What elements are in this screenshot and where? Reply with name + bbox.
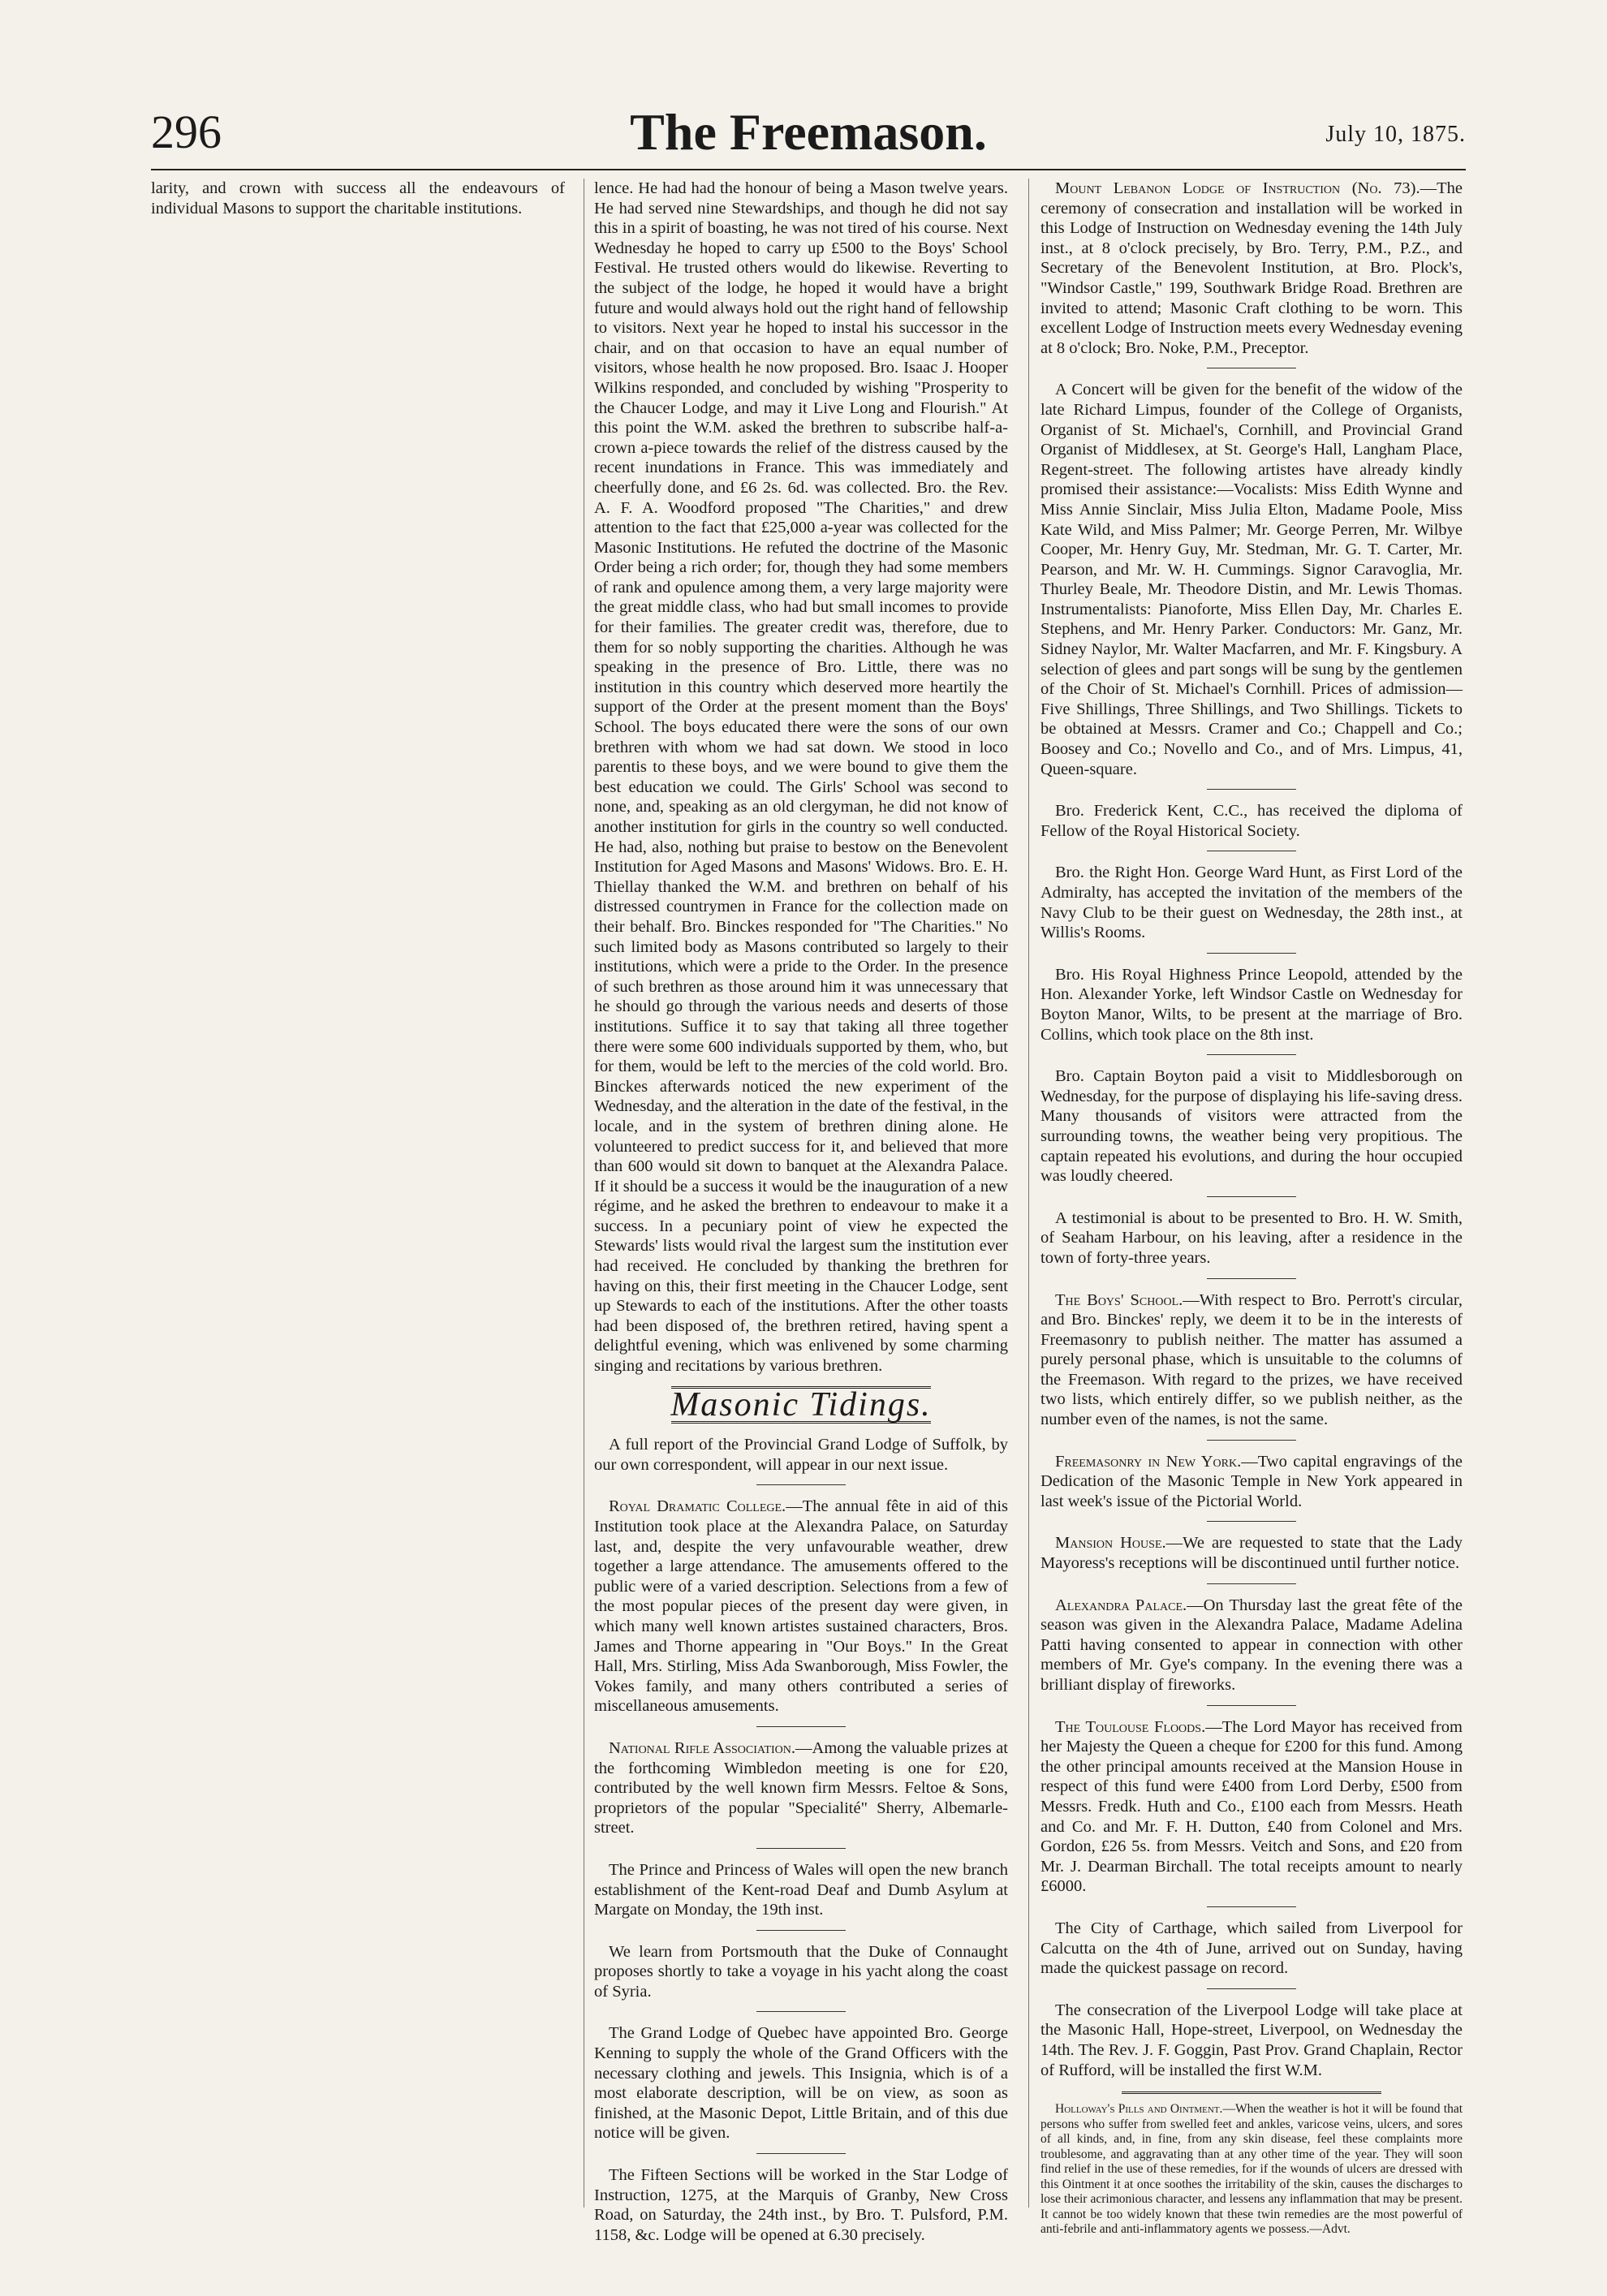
news-item bbox=[594, 1738, 1008, 1838]
news-item bbox=[1040, 1596, 1463, 1695]
news-item-lead: Royal Dramatic College. bbox=[609, 1497, 786, 1516]
item-separator bbox=[1207, 1906, 1296, 1907]
masthead bbox=[151, 104, 1466, 161]
section-header bbox=[594, 1386, 1008, 1424]
news-item-text: —Among the valuable prizes at the forthcoming Wimbledon meeting is one for £20, contributed by the well known firm Messrs. Feltoe & Sons, proprietors of the popular "Specialité" Sherry, Albemarle-street. bbox=[594, 1738, 1008, 1837]
item-separator bbox=[1207, 1521, 1296, 1522]
news-item bbox=[1040, 965, 1463, 1045]
news-item bbox=[594, 1497, 1008, 1717]
item-separator bbox=[1207, 1196, 1296, 1197]
article-paragraph: larity, and crown with success all the endeavours of individual Masons to support the charitable institutions. bbox=[151, 179, 565, 218]
news-item bbox=[594, 1860, 1008, 1920]
news-item-text: The consecration of the Liverpool Lodge will take place at the Masonic Hall, Hope-street, Liverpool, on Wednesday the 14th. The Rev. J. F. Goggin, Past Prov. Grand Chaplain, Rector of Rufford, will be installed the first W.M. bbox=[1040, 2001, 1463, 2079]
item-separator bbox=[1207, 1054, 1296, 1055]
section-title: Masonic Tidings. bbox=[670, 1385, 932, 1424]
column-1 bbox=[151, 179, 565, 228]
news-item-text: Bro. Frederick Kent, C.C., has received the diploma of Fellow of the Royal Historical Society. bbox=[1040, 802, 1463, 840]
news-item bbox=[1040, 1452, 1463, 1512]
advertisement bbox=[1040, 2102, 1463, 2238]
news-item-text: A testimonial is about to be presented to Bro. H. W. Smith, of Seaham Harbour, on his leaving, after a residence in the town of forty-three years. bbox=[1040, 1208, 1463, 1267]
item-separator bbox=[1207, 1440, 1296, 1441]
news-item-text: —We are requested to state that the Lady Mayoress's receptions will be discontinued until further notice. bbox=[1040, 1534, 1463, 1573]
news-item-lead: National Rifle Association. bbox=[609, 1738, 796, 1757]
news-item bbox=[1040, 1533, 1463, 1573]
news-item bbox=[1040, 1919, 1463, 1979]
news-item-text: —On Thursday last the great fête of the season was given in the Alexandra Palace, Madame Adelina Patti having consented to appear in connection with other members of Mr. Gye's company. In the evening there was a brilliant display of fireworks. bbox=[1040, 1596, 1463, 1694]
news-item bbox=[1040, 179, 1463, 358]
news-item-text: Bro. the Right Hon. George Ward Hunt, as First Lord of the Admiralty, has accepted the invitation of the members of the Navy Club to be their guest on Wednesday, the 28th inst., at Willis's Rooms. bbox=[1040, 864, 1463, 942]
item-separator bbox=[756, 1930, 846, 1931]
item-separator bbox=[1207, 1988, 1296, 1989]
item-separator bbox=[1207, 1705, 1296, 1706]
item-separator bbox=[756, 1726, 846, 1727]
news-item bbox=[1040, 380, 1463, 779]
news-item bbox=[594, 1942, 1008, 2002]
item-separator bbox=[756, 1484, 846, 1485]
news-item-lead: The Boys' School. bbox=[1055, 1290, 1183, 1309]
news-item-text: A full report of the Provincial Grand Lodge of Suffolk, by our own correspondent, will appear in our next issue. bbox=[594, 1436, 1008, 1474]
item-separator bbox=[756, 2153, 846, 2154]
news-item bbox=[1040, 801, 1463, 841]
item-separator bbox=[1207, 1583, 1296, 1584]
news-item-text: A Concert will be given for the benefit of the widow of the late Richard Limpus, founder of the College of Organists, Organist of St. Michael's, Cornhill, and Provincial Grand Organist of Middlesex, at St. George's Hall, Langham Place, Regent-street. The following artistes have already kindly promised their assistance:—Vocalists: Miss Edith Wynne and Miss Annie Sinclair, Miss Julia Elton, Madame Poole, Miss Kate Wild, and Miss Palmer; Mr. George Perren, Mr. Wilbye Cooper, Mr. Henry Guy, Mr. Stedman, Mr. G. T. Carter, Mr. Pearson, and Mr. W. H. Cummings. Signor Caravoglia, Mr. Thurley Beale, Mr. Theodore Distin, and Mr. Lewis Thomas. Instrumentalists: Pianoforte, Miss Ellen Day, Mr. Charles E. Stephens, and Mr. Henry Parker. Conductors: Mr. Ganz, Mr. Sidney Naylor, Mr. Walter Macfarren, and Mr. F. Kingsbury. A selection of glees and part songs will be sung by the gentlemen of the Choir of St. Michael's Cornhill. Prices of admission—Five Shillings, Three Shillings, and Two Shillings. Tickets to be obtained at Messrs. Cramer and Co.; Chappell and Co.; Boosey and Co.; Novello and Co., and of Mrs. Limpus, 41, Queen-square. bbox=[1040, 381, 1463, 778]
news-item bbox=[1040, 863, 1463, 942]
news-item-text: Bro. His Royal Highness Prince Leopold, attended by the Hon. Alexander Yorke, left Windsor Castle on Wednesday for Boyton Manor, Wilts, to be present at the marriage of Bro. Collins, which took place on the 8th inst. bbox=[1040, 965, 1463, 1044]
advert-rule bbox=[1122, 2091, 1381, 2094]
news-item-lead: Freemasonry in New York. bbox=[1055, 1452, 1242, 1471]
news-item bbox=[594, 2165, 1008, 2245]
news-item-lead: Mount Lebanon Lodge of Instruction (No. 73). bbox=[1055, 179, 1420, 197]
item-separator bbox=[1207, 789, 1296, 790]
news-item bbox=[1040, 1066, 1463, 1187]
news-item-text: —The annual fête in aid of this Institution took place at the Alexandra Palace, on Saturday last, and, despite the very unfavourable weather, drew together a large attendance. The amusements offered to the public were of a varied description. Selections from a few of the most popular pieces of the present day were given, in which many well known artistes sustained characters, Bros. James and Thorne appearing in "Our Boys." In the Great Hall, Mrs. Stirling, Miss Ada Swanborough, Miss Fowler, the Vokes family, and many others contributed a series of miscellaneous amusements. bbox=[594, 1497, 1009, 1716]
news-item-text: The Prince and Princess of Wales will open the new branch establishment of the Kent-road Deaf and Dumb Asylum at Margate on Monday, the 19th inst. bbox=[594, 1860, 1008, 1919]
news-item bbox=[594, 1435, 1008, 1475]
news-items bbox=[1040, 179, 1463, 2080]
news-item-text: The Grand Lodge of Quebec have appointed Bro. George Kenning to supply the whole of the Grand Officers with the necessary clothing and jewels. This Insignia, which is of a most elaborate description, will be on view, as soon as finished, at the Masonic Depot, Little Britain, and of this due notice will be given. bbox=[594, 2024, 1008, 2143]
news-item-lead: The Toulouse Floods. bbox=[1055, 1717, 1206, 1736]
item-separator bbox=[1207, 1278, 1296, 1279]
news-item-lead: Mansion House. bbox=[1055, 1534, 1166, 1553]
article-paragraph: lence. He had had the honour of being a Mason twelve years. He had served nine Stewardships, and though he did not say this in a spirit of boasting, he was not tired of his course. Next Wednesday he hoped to carry up £500 to the Boys' School Festival. He trusted others would do likewise. Reverting to the subject of the lodge, he hoped it would have a bright future and would always hold out the right hand of fellowship to visitors. Next year he hoped to instal his successor in the chair, and on that occasion to have an equal number of visitors, whose health he now proposed. Bro. Isaac J. Hooper Wilkins responded, and concluded by wishing "Prosperity to the Chaucer Lodge, and may it Live Long and Flourish." At this point the W.M. asked the brethren to subscribe half-a-crown a-piece towards the relief of the distress caused by the recent inundations in France. This was immediately and cheerfully done, and £6 2s. 6d. was collected. Bro. the Rev. A. F. A. Woodford proposed "The Charities," and drew attention to the fact that £25,000 a-year was collected for the Masonic Institutions. He refuted the doctrine of the Masonic Order being a rich order; for, though they had some members of rank and opulence among them, a very large majority were the great middle class, who had but small incomes to provide for their families. The greater credit was, therefore, due to them for so nobly supporting the charities. Although he was speaking in the presence of Bro. Little, there was no institution in this country which deserved more heartily the support of the Order at the present moment than the Boys' School. The boys educated there were the sons of our own brethren with whom we had sat down. We stood in loco parentis to these boys, and we were bound to give them the best education we could. The Girls' School was second to none, and, speaking as an old clergyman, he did not know of another institution for girls in the country so well conducted. He had, also, nothing but praise to bestow on the Benevolent Institution for Aged Masons and Masons' Widows. Bro. E. H. Thiellay thanked the W.M. and brethren on behalf of his distressed countrymen in France for the collection made on their behalf. Bro. Binckes responded for "The Charities." No such limited body as Masons contributed so largely to their institutions, which were a pride to the Order. In the presence of such brethren as those around him it was unnecessary that he should go through the various needs and deserts of those institutions. Suffice it to say that taking all three together there were some 600 individuals supported by them, who, but for them, would be left to the mercies of the cold world. Bro. Binckes afterwards noticed the new experiment of the Wednesday, and the alteration in the date of the festival, in the locale, and in the system of brethren dining alone. He volunteered to predict success for it, and believed that more than 600 would sit down to banquet at the Alexandra Palace. If it should be a success it would be the inauguration of a new régime, and he asked the brethren to endeavour to make it a success. In a pecuniary point of view he expected the Stewards' lists would rival the largest sum the institution ever had received. He concluded by thanking the brethren for having on this, their first meeting in the Chaucer Lodge, sent up Stewards to each of the institutions. After the other toasts had been disposed of, the brethren retired, having spent a delightful evening, which was enlivened by some charming singing and recitations by various brethren. bbox=[594, 179, 1008, 1376]
news-item-text: We learn from Portsmouth that the Duke of Connaught proposes shortly to take a voyage in his yacht along the coast of Syria. bbox=[594, 1942, 1008, 2001]
masthead-rule bbox=[151, 169, 1466, 170]
news-item-text: The City of Carthage, which sailed from Liverpool for Calcutta on the 4th of June, arrived out on Sunday, having made the quickest passage on record. bbox=[1040, 1919, 1463, 1978]
news-item bbox=[1040, 1290, 1463, 1430]
advert-text: —When the weather is hot it will be found that persons who suffer from swelled feet and ankles, varicose veins, ulcers, and sores of all kinds, and, in fine, from any skin disease, feel these complaints more troublesome, and aggravating than at any other time of the year. They will soon find relief in the use of these remedies, for if the wounds of ulcers are dressed with this Ointment it at once soothes the irritability of the skin, causes the discharges to lose their acrimonious character, and lessens any inflammation that may be present. It cannot be too widely known that these twin remedies are the most powerful of anti-febrile and anti-inflammatory agents we possess.—Advt. bbox=[1040, 2102, 1463, 2237]
news-item-text: —The ceremony of consecration and installation will be worked in this Lodge of Instruction on Wednesday evening the 14th July inst., at 8 o'clock precisely, by Bro. Terry, P.M., P.Z., and Secretary of the Benevolent Institution, at Bro. Plock's, "Windsor Castle," 199, Southwark Bridge Road. Brethren are invited to attend; Masonic Craft clothing to be worn. This excellent Lodge of Instruction meets every Wednesday evening at 8 o'clock; Bro. Noke, P.M., Preceptor. bbox=[1040, 179, 1463, 357]
newspaper-title: The Freemason. bbox=[630, 103, 987, 161]
news-item-text: —Two capital engravings of the Dedication of the Masonic Temple in New York appeared in last week's issue of the Pictorial World. bbox=[1040, 1452, 1463, 1510]
news-item bbox=[594, 2023, 1008, 2143]
news-item bbox=[1040, 1717, 1463, 1897]
news-item bbox=[1040, 1208, 1463, 1269]
advert-lead: Holloway's Pills and Ointment. bbox=[1055, 2102, 1223, 2117]
news-item bbox=[1040, 2001, 1463, 2080]
column-divider bbox=[1028, 179, 1029, 2208]
item-separator bbox=[756, 1848, 846, 1849]
news-item-text: —With respect to Bro. Perrott's circular, and Bro. Binckes' reply, we deem it to be in the interests of Freemasonry to publish neither. The matter has assumed a purely personal phase, which is unsuitable to the columns of the Freemason. With regard to the prizes, we have received two lists, which entirely differ, so we publish neither, as the number even of the names, is not the same. bbox=[1040, 1290, 1463, 1429]
column-3 bbox=[1040, 179, 1463, 2247]
item-separator bbox=[756, 2011, 846, 2012]
news-items bbox=[594, 1435, 1008, 2245]
item-separator bbox=[1207, 953, 1296, 954]
issue-date: July 10, 1875. bbox=[1325, 122, 1466, 147]
news-item-text: The Fifteen Sections will be worked in the Star Lodge of Instruction, 1275, at the Marquis of Granby, New Cross Road, on Saturday, the 24th inst., by Bro. T. Pulsford, P.M. 1158, &c. Lodge will be opened at 6.30 precisely. bbox=[594, 2166, 1008, 2244]
news-item-text: —The Lord Mayor has received from her Majesty the Queen a cheque for £200 for this fund. Among the other principal amounts received at the Mansion House in respect of this fund were £400 from Lord Derby, £500 from Messrs. Fredk. Huth and Co., £100 each from Messrs. Heath and Co. and Mr. F. H. Dutton, £40 from Colonel and Mrs. Gordon, £26 5s. from Messrs. Veitch and Sons, and £20 from Mr. J. Dearman Birchall. The total receipts amount to nearly £6000. bbox=[1040, 1717, 1463, 1896]
news-item-text: Bro. Captain Boyton paid a visit to Middlesborough on Wednesday, for the purpose of displaying his life-saving dress. Many thousands of visitors were attracted from the surrounding towns, the weather being very propitious. The captain repeated his evolutions, and during the hour occupied was loudly cheered. bbox=[1040, 1067, 1463, 1186]
news-item-lead: Alexandra Palace. bbox=[1055, 1596, 1187, 1614]
page-number: 296 bbox=[151, 106, 222, 158]
column-2 bbox=[594, 179, 1008, 2255]
